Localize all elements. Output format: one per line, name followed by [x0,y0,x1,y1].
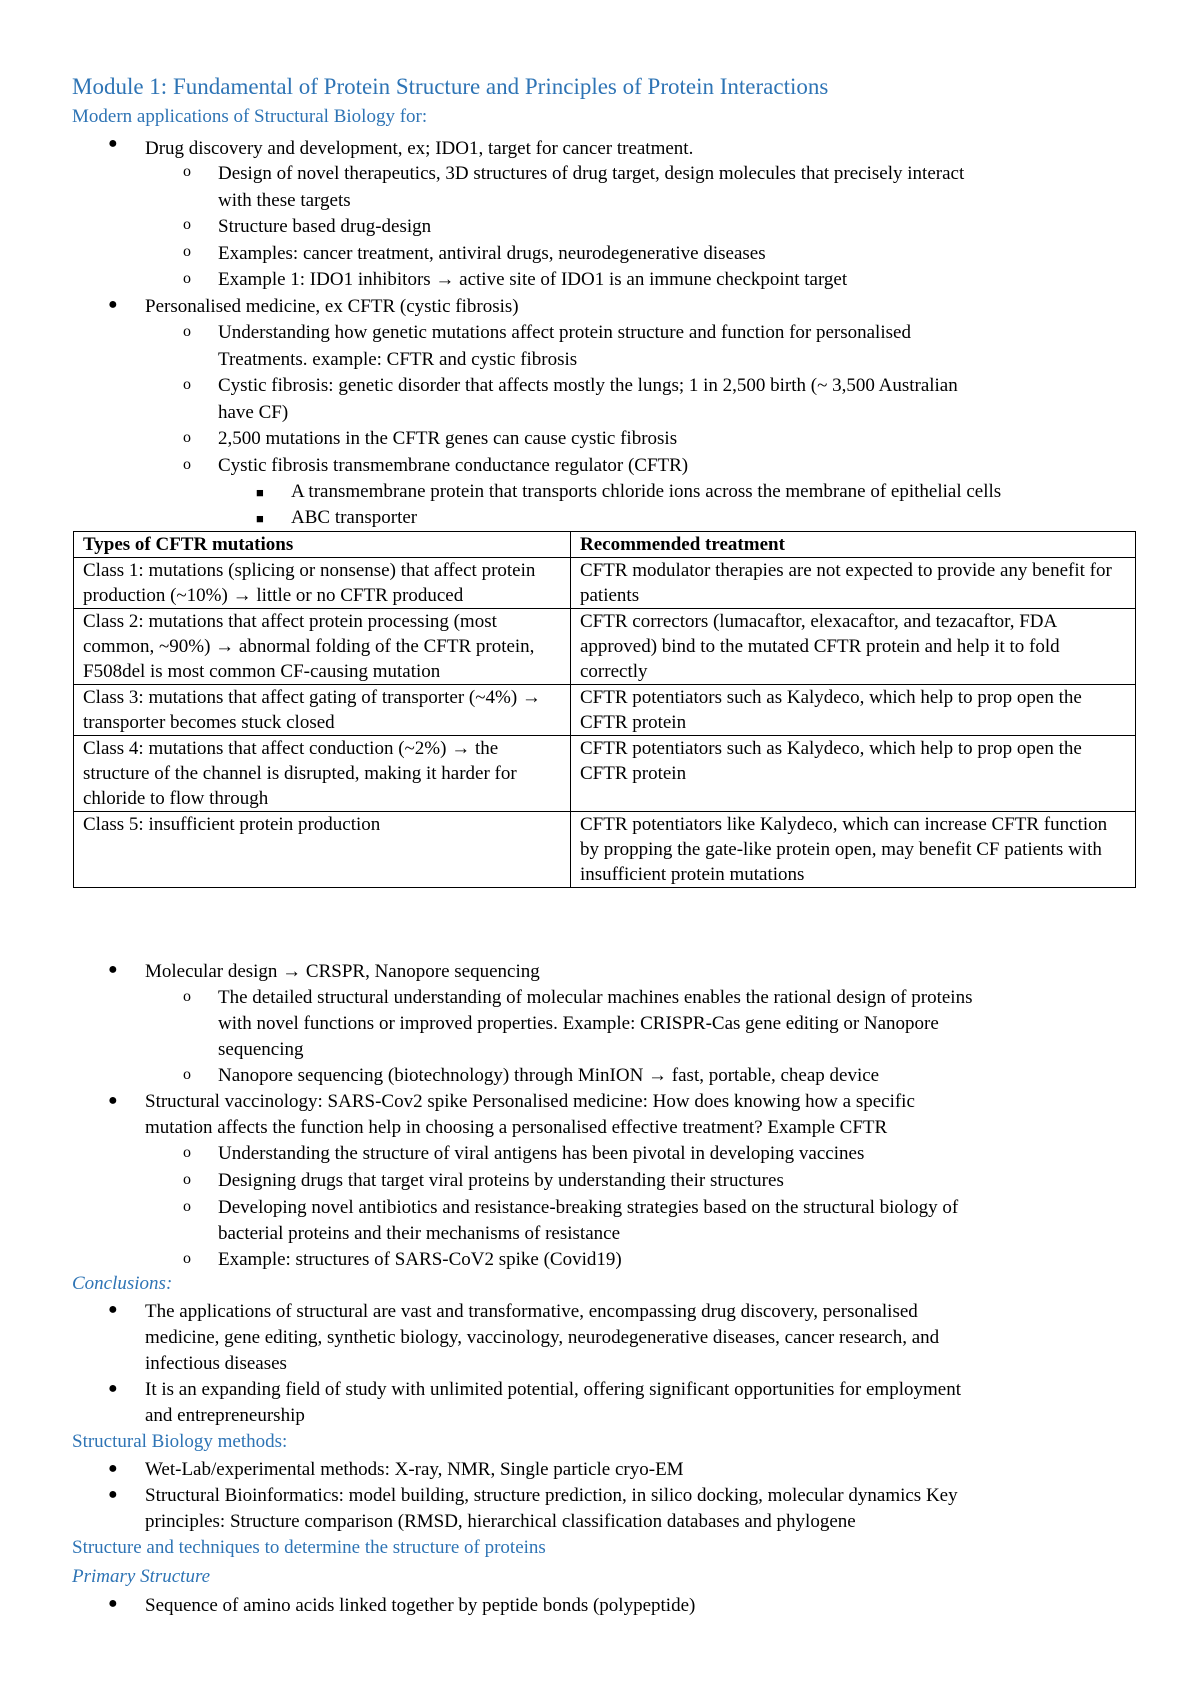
list-item: It is an expanding field of study with unlimited potential, offering significant opportunities for employment [145,1379,961,1400]
list-item: medicine, gene editing, synthetic biology, vaccinology, neurodegenerative diseases, cancer research, and [145,1327,940,1348]
table-cell: CFTR potentiators such as Kalydeco, which help to prop open the CFTR protein [571,685,1136,736]
table-row [74,609,1136,685]
table-cell: CFTR correctors (lumacaftor, elexacaftor, and tezacaftor, FDA approved) bind to the mutated CFTR protein and help it to fold correctly [571,609,1136,685]
conclusions-heading: Conclusions: [72,1273,173,1294]
sub-bullet-marker: o [183,323,191,340]
list-item: sequencing [218,1039,304,1060]
list-item: Understanding how genetic mutations affect protein structure and function for personalised [218,322,911,343]
bullet-marker: ● [108,135,118,152]
section-heading-applications: Modern applications of Structural Biology for: [72,106,428,127]
list-item: Treatments. example: CFTR and cystic fibrosis [218,349,578,370]
list-item: Example 1: IDO1 inhibitors → active site of IDO1 is an immune checkpoint target [218,269,848,290]
sub-bullet-marker: o [183,429,191,446]
sub-bullet-marker: o [183,243,191,260]
bullet-marker: ● [108,1486,118,1503]
bullet-marker: ● [108,296,118,313]
table-cell: CFTR potentiators like Kalydeco, which can increase CFTR function by propping the gate-like protein open, may benefit CF patients with insufficient protein mutations [571,812,1136,888]
bullet-marker: ● [108,1301,118,1318]
table-cell: Class 5: insufficient protein production [74,812,571,888]
list-item: Drug discovery and development, ex; IDO1, target for cancer treatment. [145,138,694,159]
sub-bullet-marker: o [183,1144,191,1161]
list-item: Developing novel antibiotics and resistance-breaking strategies based on the structural biology of [218,1197,959,1218]
table-cell: Class 1: mutations (splicing or nonsense) that affect protein production (~10%) → little or no CFTR produced [74,558,571,609]
sub-bullet-marker: o [183,1250,191,1267]
list-item: with novel functions or improved properties. Example: CRISPR-Cas gene editing or Nanopore [218,1013,939,1034]
list-item: bacterial proteins and their mechanisms of resistance [218,1223,621,1244]
square-bullet-marker: ■ [256,511,264,526]
list-item: Understanding the structure of viral antigens has been pivotal in developing vaccines [218,1143,865,1164]
list-item: infectious diseases [145,1353,287,1374]
sub-bullet-marker: o [183,270,191,287]
sub-bullet-marker: o [183,1171,191,1188]
table-row [74,558,1136,609]
methods-heading: Structural Biology methods: [72,1431,288,1452]
table-cell: CFTR potentiators such as Kalydeco, which help to prop open the CFTR protein [571,736,1136,812]
list-item: mutation affects the function help in choosing a personalised effective treatment? Example CFTR [145,1117,888,1138]
list-item: Nanopore sequencing (biotechnology) through MinION → fast, portable, cheap device [218,1065,880,1086]
bullet-marker: ● [108,1380,118,1397]
list-item: Personalised medicine, ex CFTR (cystic fibrosis) [145,296,519,317]
list-item: Structural Bioinformatics: model building, structure prediction, in silico docking, molecular dynamics Key [145,1485,958,1506]
list-item: The detailed structural understanding of molecular machines enables the rational design of proteins [218,987,973,1008]
table-cell: Class 2: mutations that affect protein processing (most common, ~90%) → abnormal folding of the CFTR protein, F508del is most common CF-causing mutation [74,609,571,685]
sub-bullet-marker: o [183,1198,191,1215]
list-item: Examples: cancer treatment, antiviral drugs, neurodegenerative diseases [218,243,766,264]
list-item: Molecular design → CRSPR, Nanopore sequencing [145,961,540,982]
list-item: Sequence of amino acids linked together by peptide bonds (polypeptide) [145,1595,696,1616]
table-row [74,812,1136,888]
sub-bullet-marker: o [183,216,191,233]
bullet-marker: ● [108,1092,118,1109]
table-row [74,736,1136,812]
list-item: principles: Structure comparison (RMSD, hierarchical classification databases and phylogene [145,1511,856,1532]
bullet-marker: ● [108,1595,118,1612]
list-item: Designing drugs that target viral proteins by understanding their structures [218,1170,784,1191]
list-item: A transmembrane protein that transports chloride ions across the membrane of epithelial cells [291,481,1002,502]
sub-bullet-marker: o [183,456,191,473]
list-item: Design of novel therapeutics, 3D structures of drug target, design molecules that precisely interact [218,163,965,184]
table-cell: Class 4: mutations that affect conduction (~2%) → the structure of the channel is disrupted, making it harder for chloride to flow through [74,736,571,812]
list-item: Wet-Lab/experimental methods: X-ray, NMR, Single particle cryo-EM [145,1459,684,1480]
column-header: Types of CFTR mutations [74,532,571,558]
sub-bullet-marker: o [183,1066,191,1083]
list-item: Structure based drug-design [218,216,432,237]
list-item: Example: structures of SARS-CoV2 spike (Covid19) [218,1249,622,1270]
list-item: Structural vaccinology: SARS-Cov2 spike Personalised medicine: How does knowing how a specific [145,1091,915,1112]
table-row [74,685,1136,736]
table-header-row [74,532,1136,558]
cftr-mutations-table [73,531,1136,888]
list-item: Cystic fibrosis: genetic disorder that affects mostly the lungs; 1 in 2,500 birth (~ 3,500 Australian [218,375,958,396]
page-title: Module 1: Fundamental of Protein Structure and Principles of Protein Interactions [72,74,829,99]
square-bullet-marker: ■ [256,485,264,500]
list-item: ABC transporter [291,507,418,528]
bullet-marker: ● [108,961,118,978]
sub-bullet-marker: o [183,376,191,393]
sub-bullet-marker: o [183,163,191,180]
primary-structure-heading: Primary Structure [72,1566,211,1587]
list-item: have CF) [218,402,289,423]
list-item: with these targets [218,190,351,211]
list-item: 2,500 mutations in the CFTR genes can cause cystic fibrosis [218,428,678,449]
list-item: The applications of structural are vast and transformative, encompassing drug discovery, personalised [145,1301,918,1322]
list-item: and entrepreneurship [145,1405,305,1426]
structure-heading: Structure and techniques to determine the structure of proteins [72,1537,546,1558]
sub-bullet-marker: o [183,988,191,1005]
table-cell: Class 3: mutations that affect gating of transporter (~4%) → transporter becomes stuck closed [74,685,571,736]
column-header: Recommended treatment [571,532,1136,558]
bullet-marker: ● [108,1460,118,1477]
list-item: Cystic fibrosis transmembrane conductance regulator (CFTR) [218,455,689,476]
table-cell: CFTR modulator therapies are not expected to provide any benefit for patients [571,558,1136,609]
